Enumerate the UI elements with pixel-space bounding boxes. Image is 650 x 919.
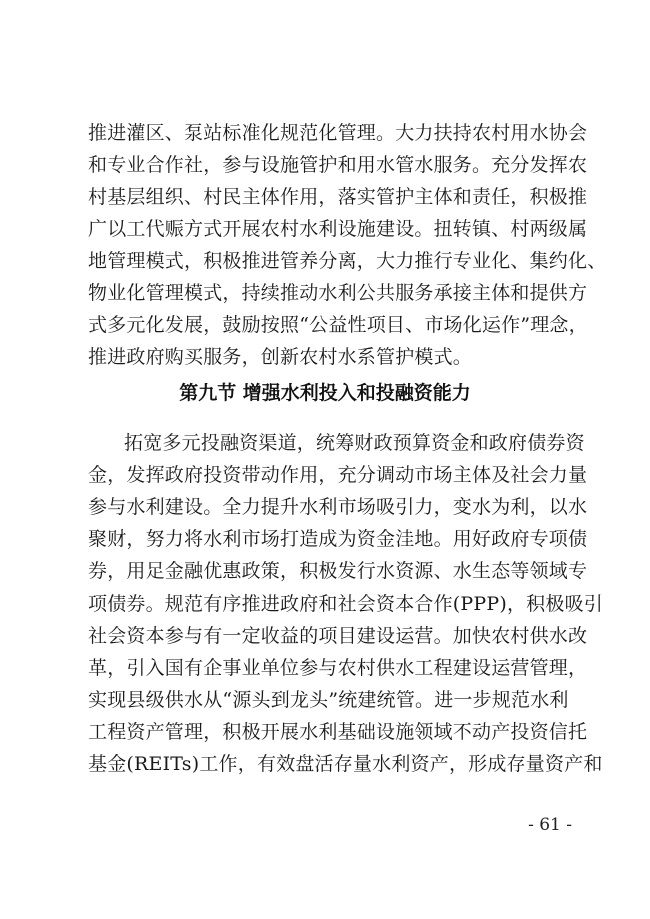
paragraph-2-first-line: 拓宽多元投融资渠道，统筹财政预算资金和政府债券资 <box>124 432 585 454</box>
paragraph-1-line: 物业化管理模式，持续推动水利公共服务承接主体和提供方 <box>88 282 588 304</box>
page-number: - 61 - <box>528 815 572 835</box>
paragraph-1-line: 广以工代赈方式开展农村水利设施建设。扭转镇、村两级属 <box>88 218 588 240</box>
paragraph-1-line: 地管理模式，积极推进管养分离，大力推行专业化、集约化、 <box>88 250 607 272</box>
paragraph-2-line: 项债券。规范有序推进政府和社会资本合作(PPP)，积极吸引 <box>88 593 603 615</box>
paragraph-1-line: 村基层组织、村民主体作用，落实管护主体和责任，积极推 <box>88 186 588 208</box>
paragraph-2-line: 社会资本参与有一定收益的项目建设运营。加快农村供水改 <box>88 625 588 647</box>
paragraph-1-line: 和专业合作社，参与设施管护和用水管水服务。充分发挥农 <box>88 154 588 176</box>
paragraph-1-line: 式多元化发展，鼓励按照“公益性项目、市场化运作”理念， <box>88 314 588 336</box>
paragraph-2-line: 券，用足金融优惠政策，积极发行水资源、水生态等领域专 <box>88 560 588 582</box>
section-heading: 第九节 增强水利投入和投融资能力 <box>179 382 471 404</box>
paragraph-2-line: 聚财，努力将水利市场打造成为资金洼地。用好政府专项债 <box>88 528 588 550</box>
paragraph-2-line: 参与水利建设。全力提升水利市场吸引力，变水为利，以水 <box>88 496 588 518</box>
paragraph-2-line: 金，发挥政府投资带动作用，充分调动市场主体及社会力量 <box>88 464 588 486</box>
paragraph-2-line: 革，引入国有企事业单位参与农村供水工程建设运营管理， <box>88 657 588 679</box>
paragraph-2-line: 基金(REITs)工作，有效盘活存量水利资产，形成存量资产和 <box>88 753 603 775</box>
paragraph-2-line: 实现县级供水从“源头到龙头”统建统管。进一步规范水利 <box>88 689 569 711</box>
paragraph-1-line: 推进政府购买服务，创新农村水系管护模式。 <box>88 346 473 368</box>
paragraph-1-line: 推进灌区、泵站标准化规范化管理。大力扶持农村用水协会 <box>88 122 588 144</box>
paragraph-2-line: 工程资产管理，积极开展水利基础设施领域不动产投资信托 <box>88 721 588 743</box>
